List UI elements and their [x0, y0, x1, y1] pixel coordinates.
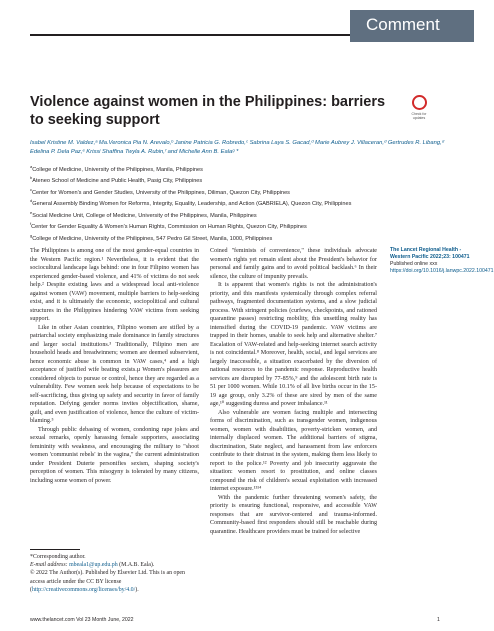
affiliation-item: $^f$Center for Gender Equality & Women's Human Rights, Commission on Human Rights, Quezon City, Philippines: [30, 221, 307, 231]
affiliation-item: $^c$Center for Women's and Gender Studies, University of the Philippines, Diliman, Quezon City, Philippines: [30, 186, 290, 196]
body-paragraph: With the pandemic further threatening women's safety, the priority is ensuring functional, responsive, and accessible VAW responses that are survivor-centered and trauma-informed. Community-based first responders should still be reachable during quarantine. Healthcare providers must be trained for selective: [210, 494, 377, 535]
update-check-icon: [412, 95, 427, 110]
header-rule: [30, 34, 350, 36]
body-paragraph: Like in other Asian countries, Filipino women are stifled by a patriarchal society emphasizing male dominance in family structures and larger social institutions.³ Traditionally, Filipino men are household heads and breadwinners; women are deemed subservient, hence economic abuse is common in VAW cases,⁴ and a high acceptance of justified wife beating exists.µ Women's pleasures are considered objects to pursue or control, hence they are regarded as a vulnerability. Few women seek help because of expectations to be self-sacrificing, thus giving up safety and security in favor of family reputation. Defying gender norms invites objectification, shame, guilt, and even justification of violence, hence the culture of victim-blaming.⁵: [30, 324, 199, 424]
page-number: 1: [437, 617, 440, 623]
body-paragraph: It is apparent that women's rights is not the administration's priority, and this manifests systemically through complex referral pathways, fragmented documentation systems, and a slow judicial process. With stringent policies (curfews, checkpoints, and rationed quarantine passes) restricting mobility, this unsettling reality has intensified during the COVID-19 pandemic. VAW victims are trapped in their homes, unable to seek help and alternative shelter.⁷ Escalation of VAW-related and help-seeking internet search activity is not coincidental.⁸ Moreover, health, social, and legal services are largely inaccessible, a situation exacerbated by the diversion of national resources to the pandemic response. Reproductive health services are disrupted by 77-85%,⁹ and the adolescent birth rate is 51 per 1000 women. While 10.1% of all live births occur in the 15-19 age group, only 3.2% of these are sired by men of the same age,¹⁰ suggesting duress and power imbalance.¹¹: [210, 282, 377, 407]
doi-link[interactable]: https://doi.org/10.1016/j.lanwpc.2022.100471: [390, 268, 494, 274]
footnote-divider: [30, 549, 80, 550]
published-online: Published online xxx: [390, 261, 438, 267]
author-list: Isabel Kristine M. Valdez,ᵃ Ma.Veronica Pia N. Arevalo,ᵇ Janine Patricia G. Robredo,ᶜ Sabrina Laya S. Gacad,ᵈ Marie Aubrey J. Villaceran,ᵈ Gertrudes R. Libang,ᵈ Edelina P. Dela Paz,ᵉ Krissi Shaffina Twyla A. Rubin,ᶠ and Michelle Ann B. Ealaᵍ *: [30, 140, 444, 155]
email-line: E-mail address: mbeala1@up.edu.ph (M.A.B. Eala).: [30, 562, 155, 569]
license-text: © 2022 The Author(s). Published by Elsevier Ltd. This is an open access article under the CC BY license (http://creativecommons.org/licenses/by/4.0/).: [30, 570, 185, 593]
badge-label: Check for updates: [411, 112, 427, 120]
body-paragraph: Coined "feminists of convenience," these individuals advocate women's rights yet remain silent about the President's behavior for personal and family gains and to avoid political backlash.⁶ In their silence, the culture of impunity prevails.: [210, 248, 377, 280]
body-column-left: [30, 247, 199, 485]
affiliation-item: $^g$College of Medicine, University of the Philippines, 547 Pedro Gil Street, Manila, 1000, Philippines: [30, 232, 273, 242]
body-paragraph: Through public debasing of women, condoning rape jokes and sexual remarks, openly harassing female supporters, associating femininity with weakness, and encouraging the military to "shoot women 'communist rebels' in the vagina," the current administration under President Duterte personifies sexism, shaping society's perception of women. This misogyny is tolerated by many citizens, including some women of power.: [30, 426, 199, 484]
footnotes: [30, 553, 199, 594]
body-paragraph: Also vulnerable are women facing multiple and intersecting forms of discrimination, such as transgender women, indigenous women, women with disabilities, poverty-stricken women, and internally displaced women. The additional barriers of stigma, discrimination, State neglect, and harassment from law enforcers contribute to their distrust in the system, making them less likely to report to the police.¹² Poverty and job insecurity aggravate the situation: women resort to prostitution, and online classes compound the risk of children's sexual exploitation with increased internet exposure.¹³¹⁴: [210, 409, 377, 492]
email-link[interactable]: mbeala1@up.edu.ph: [69, 562, 118, 569]
section-tab: [350, 10, 474, 42]
affiliation-item: $^e$Social Medicine Unit, College of Medicine, University of the Philippines, Manila, Philippines: [30, 209, 257, 219]
article-title: Violence against women in the Philippines: barriers to seeking support: [30, 94, 386, 128]
section-label: Comment: [366, 15, 440, 34]
affiliation-item: $^d$General Assembly Binding Women for Reforms, Integrity, Equality, Leadership, and Action (GABRIELA), Quezon City, Philippines: [30, 198, 352, 208]
affiliation-list: [30, 163, 450, 243]
affiliation-item: $^a$College of Medicine, University of the Philippines, Manila, Philippines: [30, 164, 203, 173]
header-bar: [0, 0, 474, 42]
corresponding-author: *Corresponding author.: [30, 554, 86, 560]
article-info-sidebar: [390, 247, 494, 275]
check-for-updates-badge[interactable]: [406, 95, 432, 125]
page-footer: www.thelancet.com Vol 23 Month June, 2022: [30, 617, 134, 623]
body-paragraph: The Philippines is among one of the most gender-equal countries in the Western Pacific region.¹ Nevertheless, it is evident that the sociocultural landscape lags behind: one in four Filipino women has experienced gender-based violence, and 41% of victims do not seek help.² Despite existing laws and a widespread local anti-violence against women (VAW) movement, multiple barriers to help-seeking exist, and it is ultimately the economic, sociopolitical and cultural structures in the Philippines hindering VAW victims from seeking support.: [30, 248, 199, 322]
license-link[interactable]: http://creativecommons.org/licenses/by/4.0/: [31, 586, 136, 593]
journal-citation: The Lancet Regional Health - Western Pacific 2022;23: 100471: [390, 247, 470, 260]
affiliation-item: $^b$Ateneo School of Medicine and Public Health, Pasig City, Philippines: [30, 175, 203, 185]
body-column-middle: [210, 247, 377, 536]
